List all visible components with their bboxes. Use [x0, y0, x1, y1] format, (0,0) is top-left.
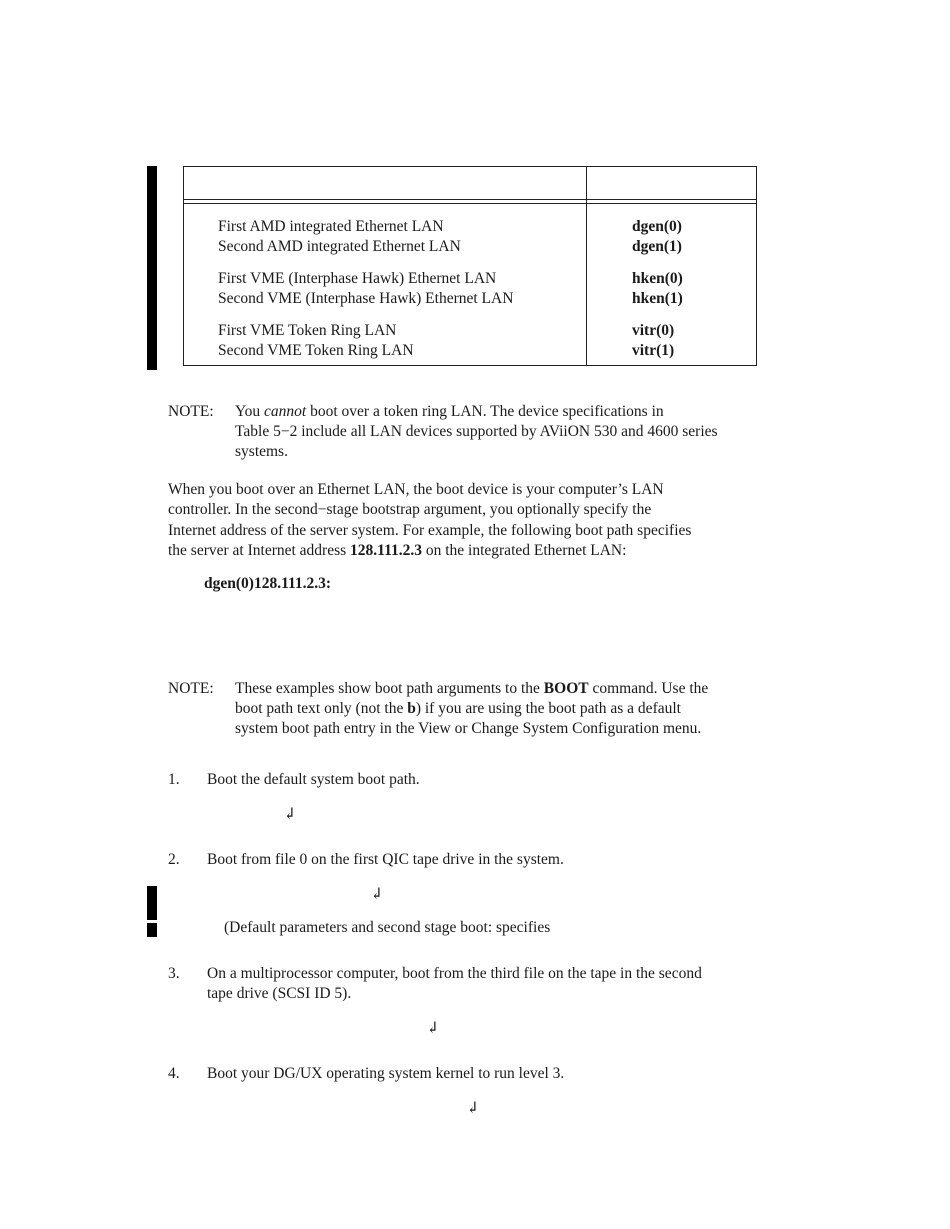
step-number: 3. — [168, 965, 180, 982]
table-row-desc: First VME Token Ring LAN — [218, 322, 397, 339]
table-row-desc: Second VME (Interphase Hawk) Ethernet LAN — [218, 290, 514, 307]
note-line: system boot path entry in the View or Change System Configuration menu. — [235, 720, 702, 737]
ip-address: 128.111.2.3 — [350, 542, 422, 559]
step-subtext: (Default parameters and second stage boot: specifies — [224, 919, 551, 936]
step-text: Boot from file 0 on the first QIC tape drive in the system. — [207, 851, 564, 868]
b-command: b — [407, 700, 416, 717]
paragraph-line: the server at Internet address 128.111.2.3 on the integrated Ethernet LAN: — [168, 542, 627, 559]
note-line: systems. — [235, 443, 288, 460]
paragraph-line: controller. In the second−stage bootstrap argument, you optionally specify the — [168, 501, 652, 518]
paragraph-line: When you boot over an Ethernet LAN, the boot device is your computer’s LAN — [168, 481, 664, 498]
note-line: You cannot boot over a token ring LAN. The device specifications in — [235, 403, 664, 420]
step-number: 2. — [168, 851, 180, 868]
step-text: Boot the default system boot path. — [207, 771, 420, 788]
table-row-desc: First AMD integrated Ethernet LAN — [218, 218, 444, 235]
change-bar-step2b — [147, 923, 157, 937]
note-line: Table 5−2 include all LAN devices supported by AViiON 530 and 4600 series — [235, 423, 718, 440]
return-key-icon: ↲ — [426, 1020, 440, 1037]
table-header-rule-double — [184, 203, 756, 204]
boot-command: BOOT — [543, 680, 589, 697]
table-row-code: vitr(0) — [632, 322, 675, 339]
table-row-code: dgen(1) — [632, 238, 682, 255]
table-row-code: dgen(0) — [632, 218, 682, 235]
step-text: Boot your DG/UX operating system kernel to run level 3. — [207, 1065, 565, 1082]
lan-device-table — [183, 166, 757, 366]
table-row-desc: Second VME Token Ring LAN — [218, 342, 414, 359]
note-label: NOTE: — [168, 680, 214, 697]
table-row-desc: Second AMD integrated Ethernet LAN — [218, 238, 461, 255]
note-label: NOTE: — [168, 403, 214, 420]
paragraph-line: Internet address of the server system. For example, the following boot path specifies — [168, 522, 692, 539]
step-text: On a multiprocessor computer, boot from the third file on the tape in the second — [207, 965, 702, 982]
table-header-rule — [184, 199, 756, 200]
table-row-desc: First VME (Interphase Hawk) Ethernet LAN — [218, 270, 497, 287]
emphasis-cannot: cannot — [264, 403, 307, 420]
return-key-icon: ↲ — [283, 806, 297, 823]
return-key-icon: ↲ — [370, 886, 384, 903]
step-number: 4. — [168, 1065, 180, 1082]
step-number: 1. — [168, 771, 180, 788]
note-line: boot path text only (not the b) if you are using the boot path as a default — [235, 700, 681, 717]
table-row-code: hken(1) — [632, 290, 683, 307]
change-bar-step2 — [147, 886, 157, 920]
table-row-code: hken(0) — [632, 270, 683, 287]
table-row-code: vitr(1) — [632, 342, 675, 359]
step-text: tape drive (SCSI ID 5). — [207, 985, 352, 1002]
table-column-divider — [586, 167, 587, 365]
return-key-icon: ↲ — [466, 1100, 480, 1117]
change-bar-table — [147, 166, 157, 370]
example-boot-path: dgen(0)128.111.2.3: — [204, 575, 332, 592]
note-line: These examples show boot path arguments to the BOOT command. Use the — [235, 680, 709, 697]
